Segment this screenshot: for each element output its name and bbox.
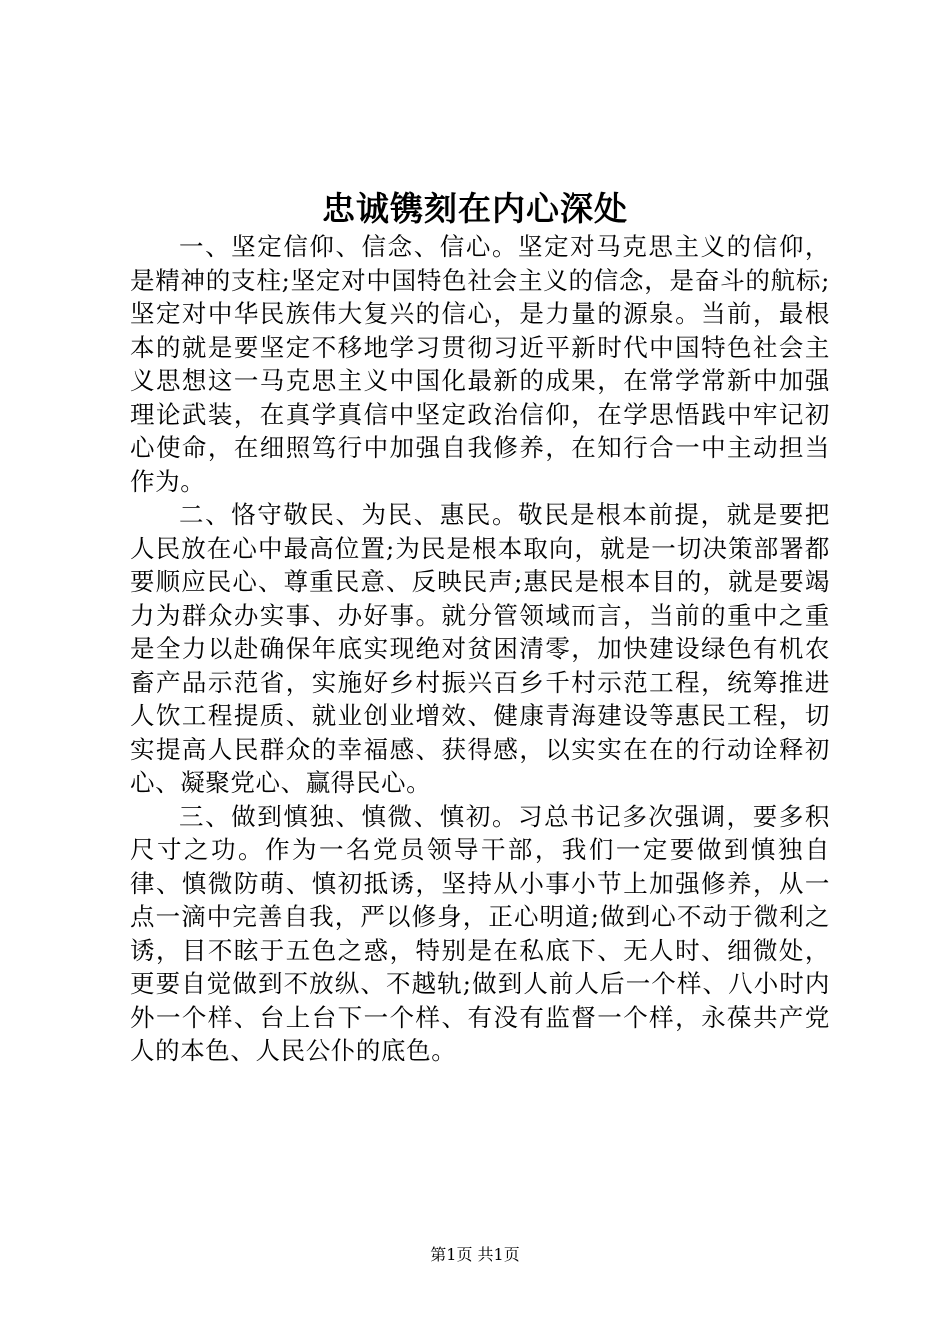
paragraph-1: 一、坚定信仰、信念、信心。坚定对马克思主义的信仰，是精神的支柱;坚定对中国特色社会主义的信念，是奋斗的航标;坚定对中华民族伟大复兴的信心，是力量的源泉。当前，最根本的就是要坚定不移地学习贯彻习近平新时代中国特色社会主义思想这一马克思主义中国化最新的成果，在常学常新中加强理论武装，在真学真信中坚定政治信仰，在学思悟践中牢记初心使命，在细照笃行中加强自我修养，在知行合一中主动担当作为。 [130,232,830,496]
page-number-footer: 第1页 共1页 [430,1245,520,1264]
document-title: 忠诚镌刻在内心深处 [322,189,628,228]
paragraph-2: 二、恪守敬民、为民、惠民。敬民是根本前提，就是要把人民放在心中最高位置;为民是根本取向，就是一切决策部署都要顺应民心、尊重民意、反映民声;惠民是根本目的，就是要竭力为群众办实事、办好事。就分管领域而言，当前的重中之重是全力以赴确保年底实现绝对贫困清零，加快建设绿色有机农畜产品示范省，实施好乡村振兴百乡千村示范工程，统筹推进人饮工程提质、就业创业增效、健康青海建设等惠民工程，切实提高人民群众的幸福感、获得感，以实实在在的行动诠释初心、凝聚党心、赢得民心。 [130,500,830,797]
paragraph-3: 三、做到慎独、慎微、慎初。习总书记多次强调，要多积尺寸之功。作为一名党员领导干部，我们一定要做到慎独自律、慎微防萌、慎初抵诱，坚持从小事小节上加强修养，从一点一滴中完善自我，严以修身，正心明道;做到心不动于微利之诱，目不眩于五色之惑，特别是在私底下、无人时、细微处，更要自觉做到不放纵、不越轨;做到人前人后一个样、八小时内外一个样、台上台下一个样、有没有监督一个样，永葆共产党人的本色、人民公仆的底色。 [130,801,830,1065]
document-body [130,230,830,1068]
